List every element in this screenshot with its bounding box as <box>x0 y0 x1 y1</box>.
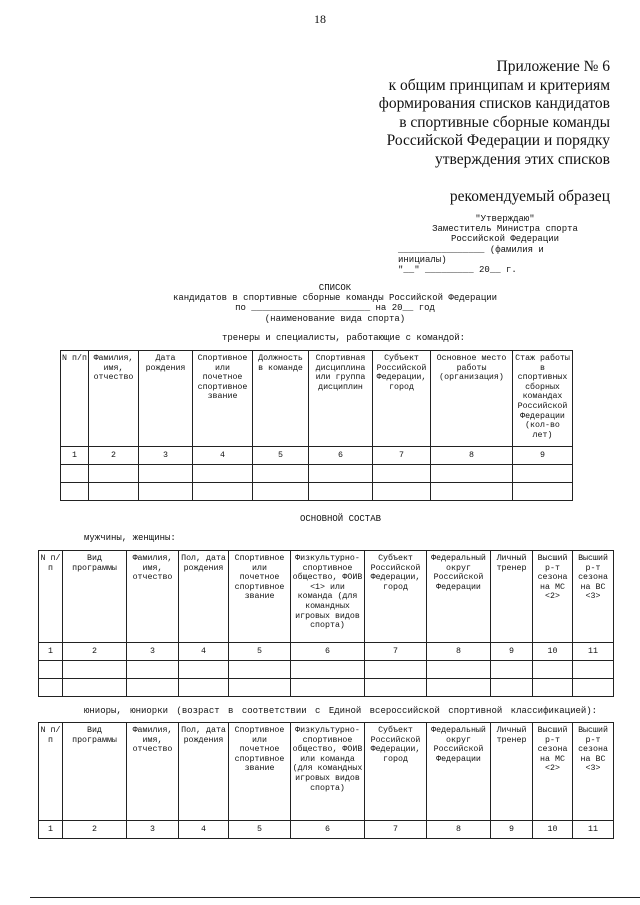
column-number: 2 <box>89 447 139 465</box>
list-subtitle: кандидатов в спортивные сборные команды Российской Федерации <box>172 293 498 304</box>
column-number: 10 <box>533 643 573 661</box>
column-header: Спортивное или почетное спортивное звание <box>229 551 291 643</box>
column-header: Должность в команде <box>253 351 309 447</box>
column-header: Основное место работы (организация) <box>431 351 513 447</box>
column-number: 6 <box>291 821 365 839</box>
column-header: Физкультурно-спортивное общество, ФОИВ <1> или команда (для командных игровых видов спорта) <box>291 551 365 643</box>
column-number: 6 <box>309 447 373 465</box>
column-number: 2 <box>63 821 127 839</box>
column-number: 11 <box>573 643 614 661</box>
column-header: N п/п <box>39 723 63 821</box>
main-roster-table <box>38 550 614 697</box>
approver-organization: Российской Федерации <box>450 234 560 245</box>
empty-row <box>61 465 573 483</box>
column-header: Спортивное или почетное спортивное звание <box>193 351 253 447</box>
sport-hint: (наименование вида спорта) <box>264 313 406 324</box>
column-header: Высший р-т сезона на ВС <3> <box>573 723 614 821</box>
column-header: Фамилия, имя, отчество <box>127 723 179 821</box>
column-header: Федеральный округ Российской Федерации <box>427 723 491 821</box>
empty-row <box>39 679 614 697</box>
column-header: N п/п <box>39 551 63 643</box>
approver-name-line: ________________ (фамилия и <box>398 244 544 255</box>
list-heading: СПИСОК <box>318 283 352 293</box>
column-header: Спортивная дисциплина или группа дисциплин <box>309 351 373 447</box>
annex-line: в спортивные сборные команды <box>399 113 610 131</box>
column-header: N п/п <box>61 351 89 447</box>
column-header: Стаж работы в спортивных сборных командах Российской Федерации (кол-во лет) <box>513 351 573 447</box>
coaches-caption: тренеры и специалисты, работающие с командой: <box>222 333 466 343</box>
approval-block <box>398 214 612 275</box>
column-number: 9 <box>491 821 533 839</box>
column-header: Личный тренер <box>491 723 533 821</box>
column-number: 5 <box>253 447 309 465</box>
column-header: Субъект Российской Федерации, город <box>365 723 427 821</box>
sport-line: по ______________________ на 20__ год <box>235 303 435 314</box>
column-number: 5 <box>229 643 291 661</box>
annex-line: формирования списков кандидатов <box>378 95 610 113</box>
column-number: 8 <box>427 643 491 661</box>
column-number-row <box>39 643 614 661</box>
column-header: Субъект Российской Федерации, город <box>365 551 427 643</box>
empty-row <box>61 483 573 501</box>
column-number: 4 <box>193 447 253 465</box>
annex-line: Приложение № 6 <box>496 58 610 75</box>
column-number: 1 <box>61 447 89 465</box>
column-number: 5 <box>229 821 291 839</box>
annex-line: утверждения этих списков <box>435 150 610 168</box>
column-header: Пол, дата рождения <box>179 551 229 643</box>
column-header: Вид программы <box>63 551 127 643</box>
column-number: 8 <box>427 821 491 839</box>
column-number: 9 <box>513 447 573 465</box>
column-number: 7 <box>365 821 427 839</box>
column-number: 7 <box>365 643 427 661</box>
column-header: Высший р-т сезона на МС <2> <box>533 551 573 643</box>
table-header-row <box>61 351 573 447</box>
column-header: Спортивное или почетное спортивное звание <box>229 723 291 821</box>
table-header-row <box>39 551 614 643</box>
list-title <box>170 283 500 324</box>
column-header: Высший р-т сезона на ВС <3> <box>573 551 614 643</box>
column-number: 6 <box>291 643 365 661</box>
column-number: 4 <box>179 821 229 839</box>
column-number: 1 <box>39 643 63 661</box>
column-number: 2 <box>63 643 127 661</box>
page-bottom-rule <box>30 897 640 898</box>
column-number: 11 <box>573 821 614 839</box>
column-number: 3 <box>127 643 179 661</box>
column-number-row <box>61 447 573 465</box>
column-header: Пол, дата рождения <box>179 723 229 821</box>
column-header: Фамилия, имя, отчество <box>89 351 139 447</box>
column-header: Вид программы <box>63 723 127 821</box>
column-number: 3 <box>127 821 179 839</box>
sample-label: рекомендуемый образец <box>449 188 610 205</box>
column-number: 9 <box>491 643 533 661</box>
empty-row <box>39 661 614 679</box>
column-number: 8 <box>431 447 513 465</box>
column-number: 3 <box>139 447 193 465</box>
annex-header <box>310 58 610 170</box>
column-number: 10 <box>533 821 573 839</box>
column-header: Физкультурно-спортивное общество, ФОИВ или команда (для командных игровых видов спорта) <box>291 723 365 821</box>
approver-name-line-2: инициалы) <box>398 254 447 265</box>
column-number: 4 <box>179 643 229 661</box>
column-header: Федеральный округ Российской Федерации <box>427 551 491 643</box>
annex-line: к общим принципам и критериям <box>388 76 610 94</box>
juniors-table <box>38 722 614 839</box>
approve-word: "Утверждаю" <box>475 214 535 224</box>
column-header: Личный тренер <box>491 551 533 643</box>
column-header: Фамилия, имя, отчество <box>127 551 179 643</box>
approval-date-line: "__" _________ 20__ г. <box>398 265 517 276</box>
approver-position: Заместитель Министра спорта <box>432 224 578 235</box>
column-number-row <box>39 821 614 839</box>
coaches-table <box>60 350 573 501</box>
column-number: 1 <box>39 821 63 839</box>
table-header-row <box>39 723 614 821</box>
men-women-caption: мужчины, женщины: <box>84 533 176 543</box>
main-roster-caption: ОСНОВНОЙ СОСТАВ <box>300 514 382 524</box>
annex-line: Российской Федерации и порядку <box>386 132 610 150</box>
juniors-caption: юниоры, юниорки (возраст в соответствии с Единой всероссийской спортивной классификацией): <box>84 706 598 716</box>
page-number: 18 <box>314 12 326 26</box>
column-header: Субъект Российской Федерации, город <box>373 351 431 447</box>
column-header: Дата рождения <box>139 351 193 447</box>
column-header: Высший р-т сезона на МС <2> <box>533 723 573 821</box>
column-number: 7 <box>373 447 431 465</box>
